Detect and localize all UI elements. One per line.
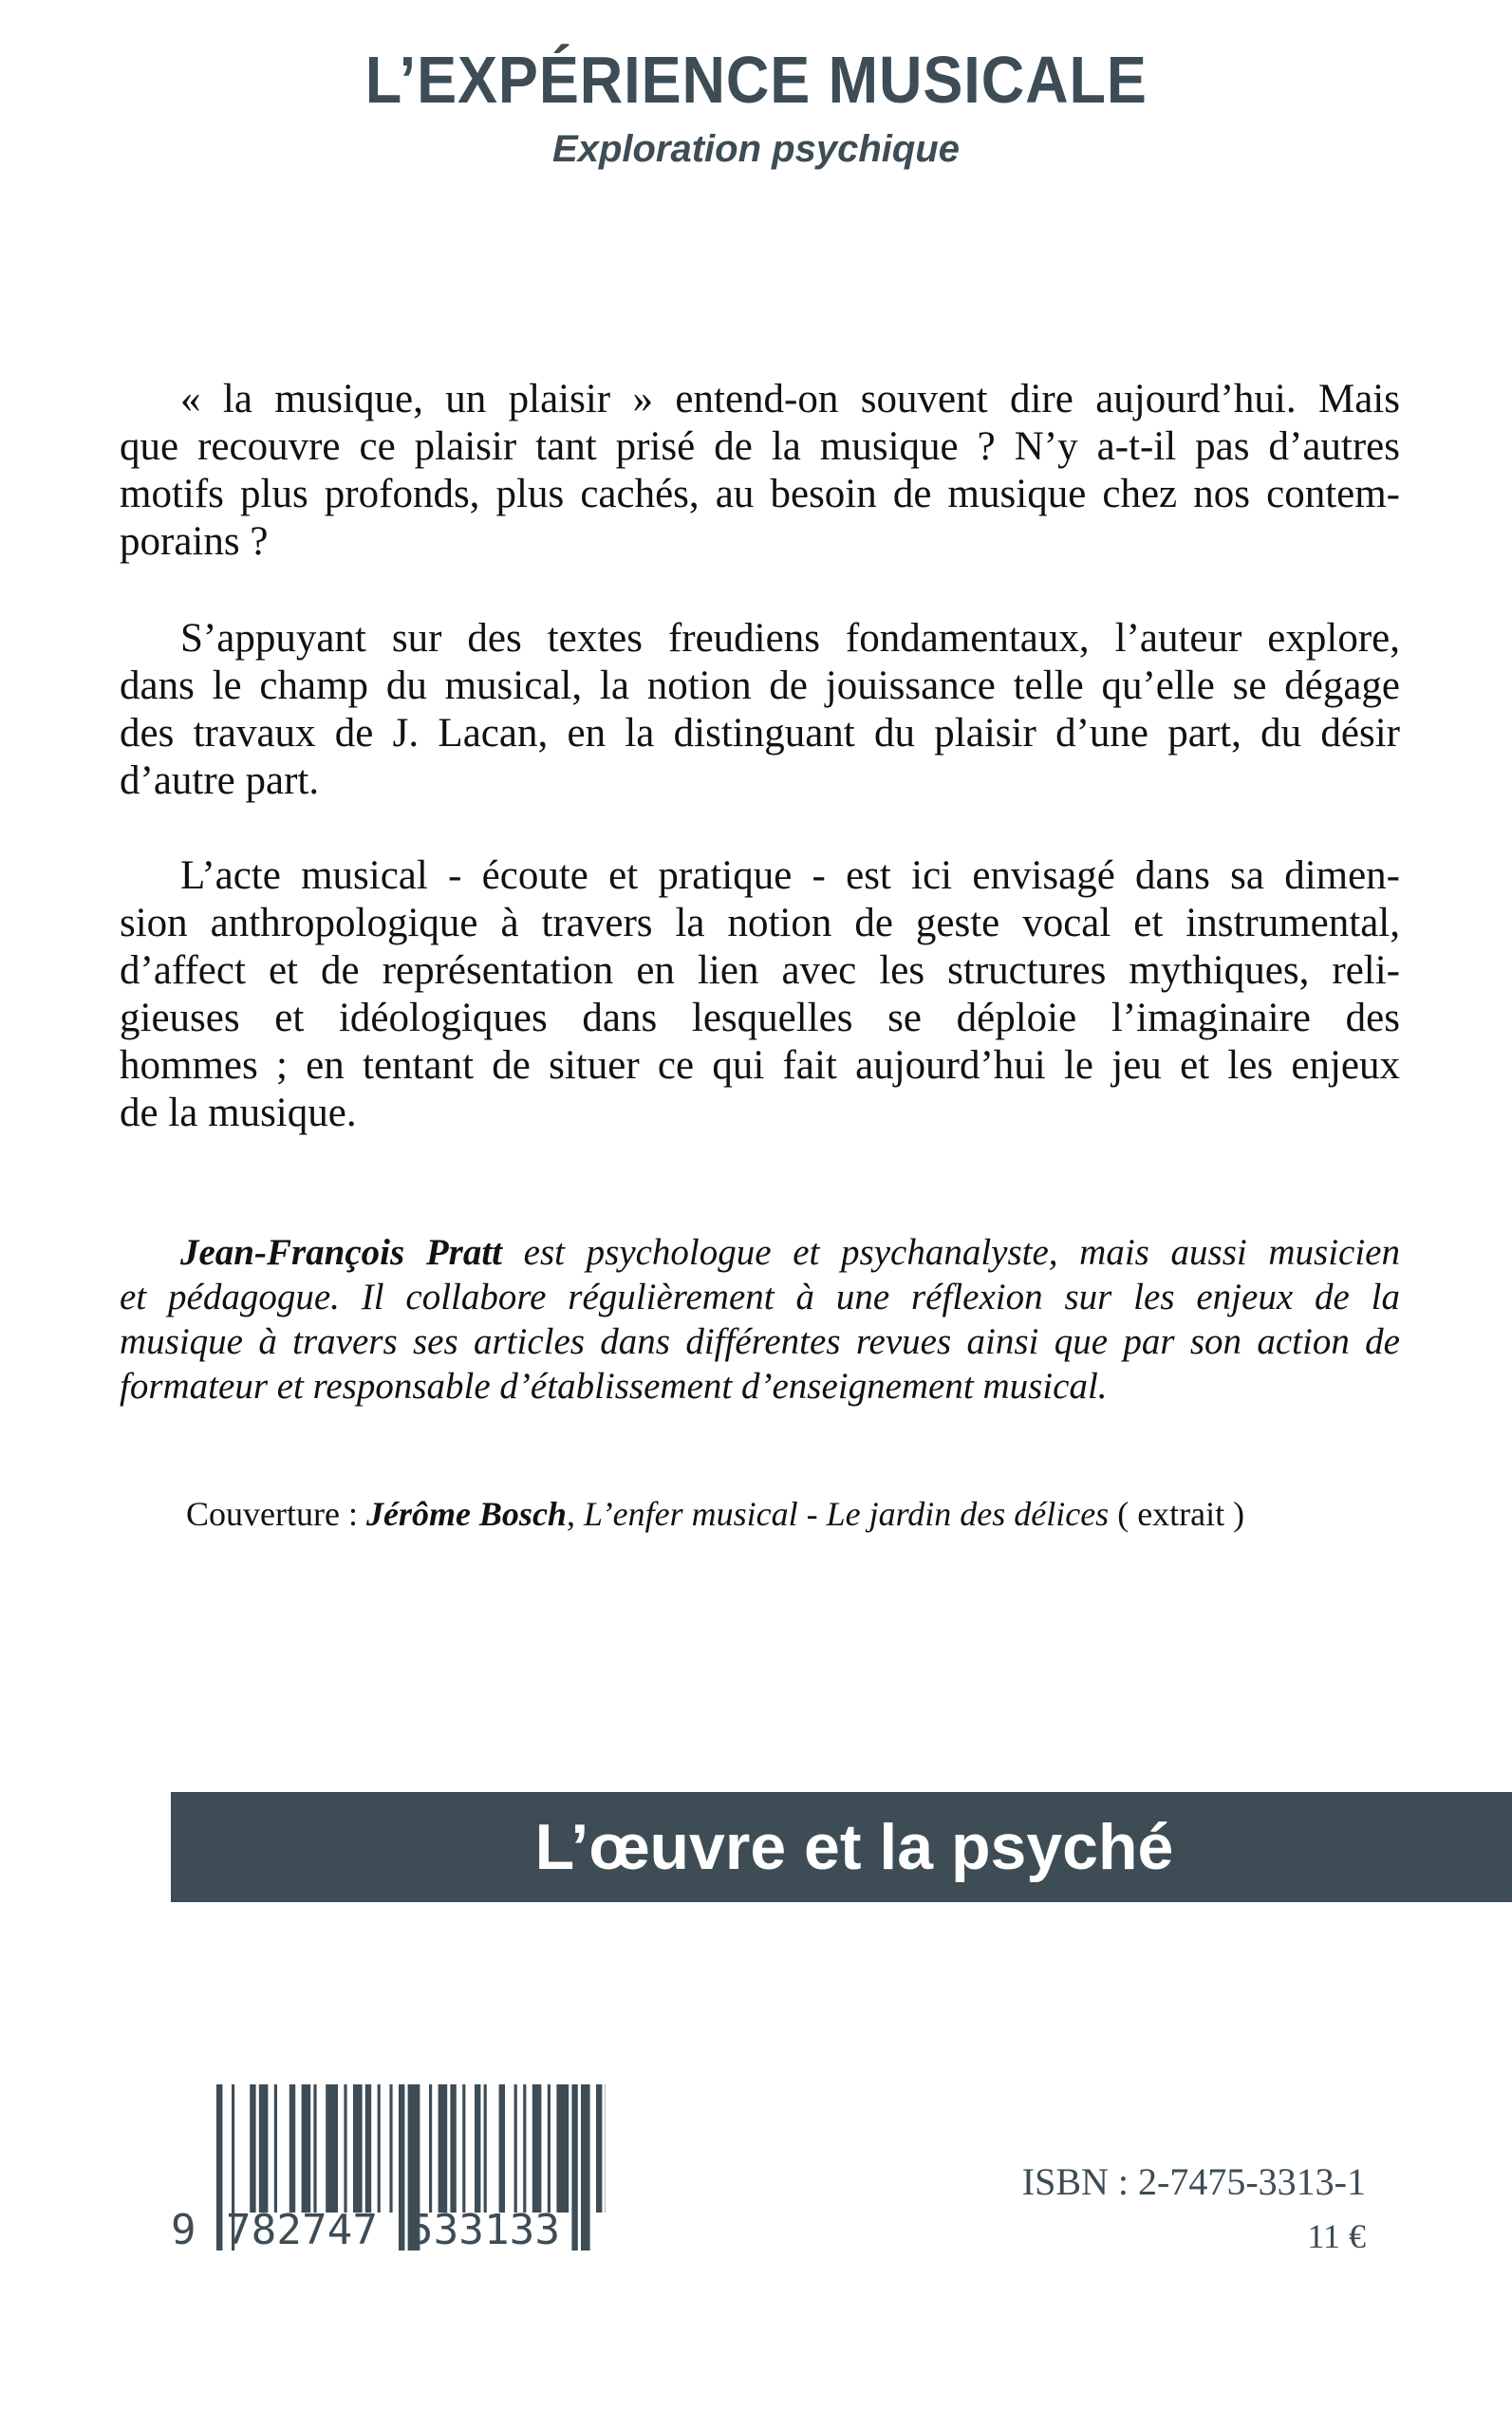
text-line: hommes ; en tentant de situer ce qui fait aujourd’hui le jeu et les enjeux (120, 1043, 1400, 1088)
cover-artist: Jérôme Bosch (365, 1495, 567, 1533)
bio-text: est psychologue et psychanalyste, mais aussi musicien (502, 1232, 1400, 1273)
text-line: d’autre part. (120, 758, 320, 803)
barcode-bar (344, 2084, 346, 2213)
collection-name: L’œuvre et la psyché (534, 1811, 1174, 1883)
text-line: porains ? (120, 519, 269, 564)
text-line: des travaux de J. Lacan, en la distinguant du plaisir d’une part, du désir (120, 711, 1400, 756)
bio-line (120, 1230, 1400, 1275)
barcode-bar (289, 2084, 295, 2213)
text-line: « la musique, un plaisir » entend-on souvent dire aujourd’hui. Mais (180, 377, 1400, 421)
barcode-bar (259, 2084, 269, 2213)
barcode-bar (596, 2084, 602, 2213)
text-line: d’affect et de représentation en lien avec les structures mythiques, reli- (120, 948, 1400, 993)
blurb-paragraph-1 (120, 376, 1400, 566)
text-line: gieuses et idéologiques dans lesquelles se déploie l’imaginaire des (120, 996, 1400, 1040)
barcode-bar (499, 2084, 505, 2213)
text-line: motifs plus profonds, plus cachés, au besoin de musique chez nos contem- (120, 472, 1400, 516)
collection-banner (171, 1792, 1512, 1902)
barcode-bar (216, 2084, 222, 2250)
text-line: dans le champ du musical, la notion de jouissance telle qu’elle se dégage (120, 663, 1400, 708)
barcode-digits-left: 782747 (226, 2206, 378, 2250)
barcode-bar (365, 2084, 371, 2213)
barcode-bar (556, 2084, 569, 2213)
barcode-bar (571, 2084, 577, 2250)
barcode (169, 2084, 606, 2250)
barcode-bar (514, 2084, 517, 2213)
barcode-bar (439, 2084, 448, 2213)
barcode-bar (313, 2084, 316, 2213)
text-line: S’appuyant sur des textes freudiens fondamentaux, l’auteur explore, (180, 616, 1400, 661)
isbn: ISBN : 2-7475-3313-1 (1021, 2160, 1366, 2203)
barcode-bar (250, 2084, 255, 2213)
book-title (0, 42, 1512, 118)
barcode-bar (399, 2084, 404, 2250)
barcode-digits-right: 533133 (408, 2206, 560, 2250)
bio-line: musique à travers ses articles dans différentes revues ainsi que par son action de (120, 1321, 1400, 1362)
text-line: que recouvre ce plaisir tant prisé de la musique ? N’y a-t-il pas d’autres (120, 424, 1400, 469)
text-line: L’acte musical - écoute et pratique - est ici envisagé dans sa dimen- (180, 853, 1400, 898)
book-subtitle: Exploration psychique (552, 128, 960, 170)
cover-credit (186, 1492, 1244, 1536)
barcode-bar (484, 2084, 487, 2213)
cover-note: ( extrait ) (1109, 1495, 1245, 1533)
barcode-bar (523, 2084, 526, 2213)
barcode-bar (581, 2084, 590, 2250)
barcode-bar (378, 2084, 381, 2213)
bio-line: et pédagogue. Il collabore régulièrement à une réflexion sur les enjeux de la (120, 1277, 1400, 1317)
price: 11 € (1307, 2217, 1366, 2255)
barcode-bar (274, 2084, 277, 2213)
author-bio (120, 1230, 1400, 1409)
barcode-bar (475, 2084, 480, 2213)
barcode-bar (429, 2084, 432, 2213)
barcode-bar (389, 2084, 392, 2213)
text-line: sion anthropologique à travers la notion de geste vocal et instrumental, (120, 901, 1400, 945)
bio-line: formateur et responsable d’établissement d’enseignement musical. (120, 1366, 1108, 1407)
blurb-paragraph-3 (120, 852, 1400, 1137)
cover-sep: , (566, 1495, 584, 1533)
barcode-bar (462, 2084, 465, 2213)
barcode-bar (548, 2084, 551, 2213)
cover-label: Couverture : (186, 1495, 366, 1533)
barcode-bar (532, 2084, 542, 2213)
barcode-bar (450, 2084, 456, 2213)
book-title-text: L’EXPÉRIENCE MUSICALE (364, 43, 1148, 117)
blurb-paragraph-2 (120, 615, 1400, 805)
barcode-bar (326, 2084, 338, 2213)
text-line: de la musique. (120, 1091, 357, 1135)
barcode-bar (302, 2084, 311, 2213)
author-name: Jean-François Pratt (180, 1232, 503, 1273)
barcode-bar (353, 2084, 363, 2213)
cover-work: L’enfer musical - Le jardin des délices (583, 1495, 1110, 1533)
barcode-digit-first: 9 (171, 2206, 196, 2250)
